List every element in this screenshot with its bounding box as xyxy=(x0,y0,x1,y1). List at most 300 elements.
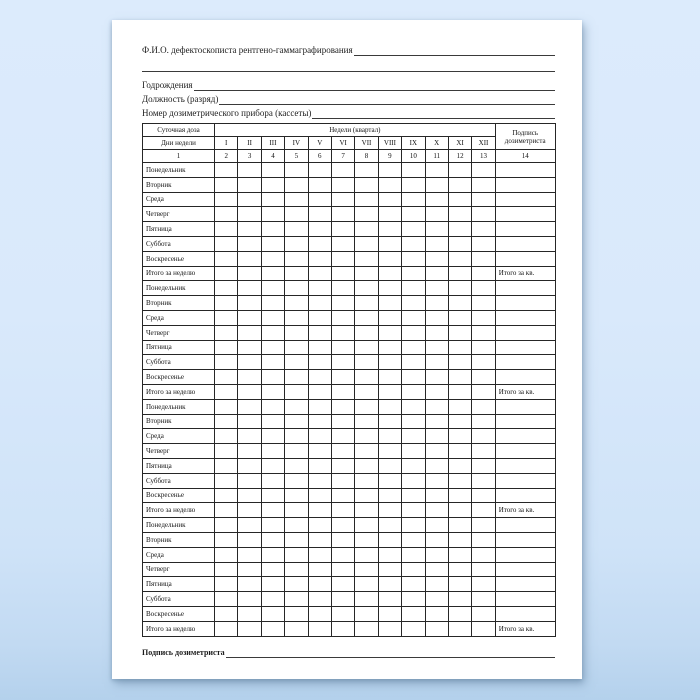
dose-cell xyxy=(378,592,401,607)
dose-cell xyxy=(448,251,471,266)
dose-cell xyxy=(215,532,238,547)
dose-cell xyxy=(261,281,284,296)
dose-cell xyxy=(355,444,378,459)
dose-cell xyxy=(238,444,261,459)
dose-cell xyxy=(472,370,495,385)
dose-cell xyxy=(238,296,261,311)
day-label: Понедельник xyxy=(143,518,215,533)
dose-cell xyxy=(378,429,401,444)
day-row xyxy=(143,340,556,355)
dose-cell xyxy=(448,488,471,503)
table-header-row-1 xyxy=(143,124,556,137)
dose-cell xyxy=(215,222,238,237)
dose-cell xyxy=(355,532,378,547)
dose-cell xyxy=(285,458,308,473)
dose-cell xyxy=(425,370,448,385)
quarter-total-label: Итого за кв. xyxy=(495,266,555,281)
dose-cell xyxy=(215,473,238,488)
signature-cell xyxy=(495,207,555,222)
dose-cell xyxy=(308,592,331,607)
dose-cell xyxy=(238,177,261,192)
dose-cell xyxy=(355,503,378,518)
dose-cell xyxy=(215,621,238,636)
dose-cell xyxy=(238,429,261,444)
dose-cell xyxy=(238,399,261,414)
footer-signature-blank-line xyxy=(226,657,555,658)
dose-cell xyxy=(331,222,354,237)
dose-cell xyxy=(238,458,261,473)
dose-cell xyxy=(378,473,401,488)
dose-cell xyxy=(308,518,331,533)
day-label: Четверг xyxy=(143,562,215,577)
dose-cell xyxy=(472,399,495,414)
dose-cell xyxy=(378,370,401,385)
dose-cell xyxy=(331,163,354,178)
day-label: Суббота xyxy=(143,592,215,607)
week-numeral-V: V xyxy=(308,137,331,150)
column-index-4: 4 xyxy=(261,150,284,163)
dose-cell xyxy=(215,592,238,607)
dose-cell xyxy=(448,547,471,562)
dose-cell xyxy=(331,414,354,429)
dose-cell xyxy=(308,606,331,621)
dose-cell xyxy=(378,532,401,547)
dose-cell xyxy=(448,606,471,621)
dose-cell xyxy=(215,192,238,207)
footer-signature-label: Подпись дозиметриста xyxy=(142,647,225,657)
signature-cell xyxy=(495,577,555,592)
signature-cell xyxy=(495,192,555,207)
dose-cell xyxy=(448,340,471,355)
week-numeral-XII: XII xyxy=(472,137,495,150)
dose-cell xyxy=(425,458,448,473)
dose-cell xyxy=(285,163,308,178)
dose-cell xyxy=(308,325,331,340)
dose-cell xyxy=(425,192,448,207)
dose-cell xyxy=(308,296,331,311)
dose-cell xyxy=(238,547,261,562)
dose-cell xyxy=(308,532,331,547)
paper-page xyxy=(112,20,582,679)
dose-cell xyxy=(308,192,331,207)
dose-cell xyxy=(331,532,354,547)
dose-cell xyxy=(425,384,448,399)
dose-cell xyxy=(261,251,284,266)
dose-cell xyxy=(448,370,471,385)
dose-cell xyxy=(472,281,495,296)
dose-cell xyxy=(355,458,378,473)
dose-cell xyxy=(285,547,308,562)
day-row xyxy=(143,296,556,311)
dose-cell xyxy=(402,192,425,207)
dose-cell xyxy=(238,473,261,488)
day-row xyxy=(143,222,556,237)
dose-cell xyxy=(355,518,378,533)
column-index-1: 1 xyxy=(143,150,215,163)
dose-cell xyxy=(402,236,425,251)
corner-cell-weekdays: Дни недели xyxy=(143,137,215,150)
day-row xyxy=(143,577,556,592)
dose-cell xyxy=(261,429,284,444)
dose-cell xyxy=(261,518,284,533)
dose-cell xyxy=(331,547,354,562)
dose-cell xyxy=(402,177,425,192)
signature-cell xyxy=(495,458,555,473)
column-index-12: 12 xyxy=(448,150,471,163)
dose-cell xyxy=(402,532,425,547)
dose-cell xyxy=(285,429,308,444)
dose-cell xyxy=(402,340,425,355)
dose-cell xyxy=(285,621,308,636)
dose-cell xyxy=(261,562,284,577)
dose-cell xyxy=(308,222,331,237)
dose-cell xyxy=(238,503,261,518)
day-label: Суббота xyxy=(143,473,215,488)
column-index-10: 10 xyxy=(402,150,425,163)
dose-cell xyxy=(215,207,238,222)
dose-cell xyxy=(425,444,448,459)
dose-cell xyxy=(331,606,354,621)
field-device-number xyxy=(142,107,555,119)
dose-cell xyxy=(331,458,354,473)
dose-cell xyxy=(425,414,448,429)
dose-cell xyxy=(472,429,495,444)
dose-cell xyxy=(355,384,378,399)
signature-cell xyxy=(495,340,555,355)
dose-cell xyxy=(402,266,425,281)
dose-cell xyxy=(402,562,425,577)
dose-cell xyxy=(378,547,401,562)
dose-cell xyxy=(285,577,308,592)
dose-cell xyxy=(215,606,238,621)
dose-cell xyxy=(261,236,284,251)
quarter-total-label: Итого за кв. xyxy=(495,621,555,636)
dose-cell xyxy=(308,207,331,222)
dose-cell xyxy=(448,429,471,444)
column-index-3: 3 xyxy=(238,150,261,163)
signature-cell xyxy=(495,562,555,577)
dose-cell xyxy=(238,192,261,207)
day-label: Суббота xyxy=(143,236,215,251)
dose-cell xyxy=(402,429,425,444)
dose-cell xyxy=(402,310,425,325)
day-label: Воскресенье xyxy=(143,251,215,266)
signature-cell xyxy=(495,414,555,429)
day-label: Вторник xyxy=(143,414,215,429)
dose-cell xyxy=(425,222,448,237)
dose-cell xyxy=(238,384,261,399)
dose-cell xyxy=(355,621,378,636)
day-label: Вторник xyxy=(143,177,215,192)
day-label: Среда xyxy=(143,192,215,207)
dose-cell xyxy=(331,177,354,192)
day-row xyxy=(143,532,556,547)
signature-cell xyxy=(495,236,555,251)
dose-cell xyxy=(355,399,378,414)
dose-cell xyxy=(448,518,471,533)
dose-cell xyxy=(215,503,238,518)
dose-cell xyxy=(378,518,401,533)
dose-cell xyxy=(472,163,495,178)
dose-cell xyxy=(285,370,308,385)
dose-cell xyxy=(425,163,448,178)
dose-cell xyxy=(472,532,495,547)
dose-cell xyxy=(215,518,238,533)
dose-cell xyxy=(448,577,471,592)
dose-cell xyxy=(448,266,471,281)
dose-cell xyxy=(308,251,331,266)
dose-cell xyxy=(378,192,401,207)
dose-cell xyxy=(238,488,261,503)
dose-cell xyxy=(215,429,238,444)
dose-cell xyxy=(355,192,378,207)
dose-cell xyxy=(472,222,495,237)
dose-cell xyxy=(308,429,331,444)
dose-cell xyxy=(448,177,471,192)
dose-cell xyxy=(308,444,331,459)
dose-cell xyxy=(378,325,401,340)
dose-cell xyxy=(378,296,401,311)
signature-cell xyxy=(495,429,555,444)
dose-cell xyxy=(448,236,471,251)
dose-cell xyxy=(402,473,425,488)
dose-cell xyxy=(215,296,238,311)
day-row xyxy=(143,177,556,192)
dose-cell xyxy=(331,577,354,592)
dose-cell xyxy=(331,473,354,488)
dose-cell xyxy=(238,370,261,385)
dose-cell xyxy=(285,518,308,533)
dose-cell xyxy=(285,281,308,296)
dose-cell xyxy=(331,488,354,503)
dose-cell xyxy=(402,621,425,636)
title-blank-line xyxy=(354,55,555,56)
signature-cell xyxy=(495,518,555,533)
dose-cell xyxy=(378,355,401,370)
signature-cell xyxy=(495,296,555,311)
week-total-row xyxy=(143,266,556,281)
dose-cell xyxy=(402,207,425,222)
dose-cell xyxy=(331,192,354,207)
column-index-6: 6 xyxy=(308,150,331,163)
signature-cell xyxy=(495,251,555,266)
day-row xyxy=(143,488,556,503)
dose-cell xyxy=(308,177,331,192)
day-label: Среда xyxy=(143,429,215,444)
field-device-number-blank-line xyxy=(312,118,555,119)
dose-cell xyxy=(238,222,261,237)
signature-cell xyxy=(495,606,555,621)
dose-cell xyxy=(238,325,261,340)
signature-cell xyxy=(495,370,555,385)
dose-cell xyxy=(402,414,425,429)
dose-cell xyxy=(261,458,284,473)
dose-cell xyxy=(448,296,471,311)
dose-cell xyxy=(472,251,495,266)
dose-cell xyxy=(402,163,425,178)
dose-cell xyxy=(285,251,308,266)
dose-cell xyxy=(215,562,238,577)
day-label: Вторник xyxy=(143,296,215,311)
dose-cell xyxy=(472,236,495,251)
dose-cell xyxy=(378,236,401,251)
dose-cell xyxy=(331,355,354,370)
dose-cell xyxy=(425,518,448,533)
dose-cell xyxy=(355,414,378,429)
week-total-label: Итого за неделю xyxy=(143,503,215,518)
day-label: Четверг xyxy=(143,325,215,340)
dose-cell xyxy=(355,236,378,251)
dose-cell xyxy=(402,577,425,592)
dose-cell xyxy=(355,355,378,370)
dose-cell xyxy=(261,355,284,370)
dose-cell xyxy=(425,532,448,547)
field-birth-year-blank-line xyxy=(194,90,555,91)
dose-cell xyxy=(285,532,308,547)
dose-cell xyxy=(331,399,354,414)
dose-cell xyxy=(425,207,448,222)
dose-cell xyxy=(378,621,401,636)
dose-cell xyxy=(355,577,378,592)
dose-cell xyxy=(425,296,448,311)
dose-cell xyxy=(378,177,401,192)
dose-cell xyxy=(448,355,471,370)
dose-cell xyxy=(308,562,331,577)
signature-cell xyxy=(495,399,555,414)
signature-cell xyxy=(495,547,555,562)
dose-cell xyxy=(472,384,495,399)
day-label: Воскресенье xyxy=(143,488,215,503)
day-row xyxy=(143,310,556,325)
dose-cell xyxy=(425,547,448,562)
dose-cell xyxy=(402,384,425,399)
dose-cell xyxy=(378,577,401,592)
dose-cell xyxy=(285,355,308,370)
column-index-7: 7 xyxy=(331,150,354,163)
dose-cell xyxy=(355,266,378,281)
dose-cell xyxy=(261,488,284,503)
dose-cell xyxy=(425,621,448,636)
day-row xyxy=(143,370,556,385)
dose-cell xyxy=(378,414,401,429)
dose-cell xyxy=(378,310,401,325)
dose-cell xyxy=(355,606,378,621)
dose-cell xyxy=(261,621,284,636)
quarter-total-label: Итого за кв. xyxy=(495,503,555,518)
dose-cell xyxy=(261,192,284,207)
dose-cell xyxy=(472,325,495,340)
day-label: Вторник xyxy=(143,532,215,547)
dose-cell xyxy=(472,503,495,518)
dose-cell xyxy=(308,488,331,503)
dose-cell xyxy=(285,503,308,518)
dose-cell xyxy=(261,340,284,355)
dose-cell xyxy=(331,444,354,459)
day-label: Пятница xyxy=(143,340,215,355)
dose-cell xyxy=(308,163,331,178)
dose-cell xyxy=(355,251,378,266)
day-row xyxy=(143,163,556,178)
dose-cell xyxy=(331,592,354,607)
day-label: Воскресенье xyxy=(143,606,215,621)
dose-cell xyxy=(261,207,284,222)
dose-cell xyxy=(425,488,448,503)
week-numeral-III: III xyxy=(261,137,284,150)
day-label: Воскресенье xyxy=(143,370,215,385)
dose-cell xyxy=(448,325,471,340)
dose-cell xyxy=(448,399,471,414)
dose-cell xyxy=(472,444,495,459)
dose-cell xyxy=(425,429,448,444)
week-numeral-IX: IX xyxy=(402,137,425,150)
dose-cell xyxy=(448,473,471,488)
day-row xyxy=(143,518,556,533)
dose-cell xyxy=(215,414,238,429)
dose-cell xyxy=(425,577,448,592)
dose-cell xyxy=(472,310,495,325)
dose-cell xyxy=(308,370,331,385)
dose-cell xyxy=(378,251,401,266)
day-row xyxy=(143,355,556,370)
dose-cell xyxy=(402,444,425,459)
dose-cell xyxy=(331,310,354,325)
column-index-5: 5 xyxy=(285,150,308,163)
dose-cell xyxy=(261,163,284,178)
day-label: Понедельник xyxy=(143,281,215,296)
footer-signature-field xyxy=(142,646,555,658)
dose-cell xyxy=(402,547,425,562)
week-numeral-VII: VII xyxy=(355,137,378,150)
dose-cell xyxy=(261,414,284,429)
dose-cell xyxy=(215,355,238,370)
dose-cell xyxy=(402,222,425,237)
dose-cell xyxy=(425,266,448,281)
dose-cell xyxy=(285,340,308,355)
dose-cell xyxy=(308,266,331,281)
day-row xyxy=(143,207,556,222)
dose-cell xyxy=(261,577,284,592)
dose-cell xyxy=(308,577,331,592)
dose-cell xyxy=(448,414,471,429)
field-position-label: Должность (разряд) xyxy=(142,94,219,104)
dose-cell xyxy=(425,325,448,340)
dose-cell xyxy=(215,236,238,251)
field-position xyxy=(142,93,555,105)
dose-cell xyxy=(402,355,425,370)
dose-cell xyxy=(425,355,448,370)
dose-cell xyxy=(425,473,448,488)
dose-cell xyxy=(472,592,495,607)
dose-cell xyxy=(285,325,308,340)
column-index-13: 13 xyxy=(472,150,495,163)
dose-cell xyxy=(261,606,284,621)
dose-cell xyxy=(238,163,261,178)
week-total-row xyxy=(143,503,556,518)
dose-cell xyxy=(402,281,425,296)
column-index-14: 14 xyxy=(495,150,555,163)
title-continuation-line xyxy=(142,71,555,72)
day-row xyxy=(143,325,556,340)
dose-cell xyxy=(215,266,238,281)
dose-cell xyxy=(448,444,471,459)
signature-cell xyxy=(495,281,555,296)
dose-cell xyxy=(472,562,495,577)
dose-cell xyxy=(472,621,495,636)
dose-cell xyxy=(308,458,331,473)
dose-cell xyxy=(355,473,378,488)
dose-cell xyxy=(215,370,238,385)
day-label: Среда xyxy=(143,310,215,325)
